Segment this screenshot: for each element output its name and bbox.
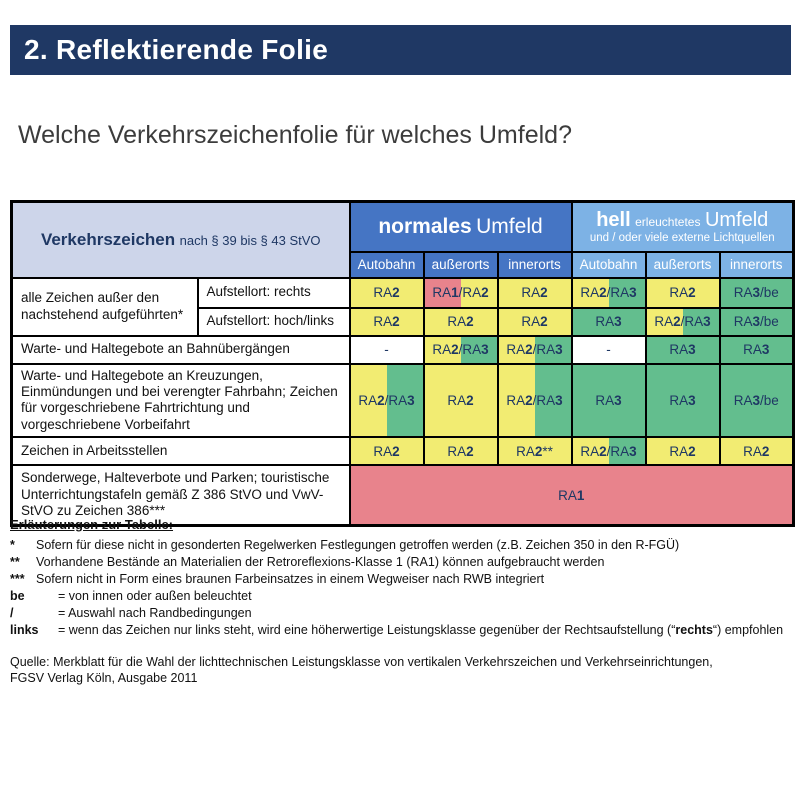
group-header-normales-umfeld [350,202,572,252]
col-header-autobahn-hell: Autobahn [572,252,646,278]
corner-suffix: nach § 39 bis § 43 StVO [179,232,321,248]
ra-cell: RA2 [424,308,498,336]
ra-cell: RA2/RA3 [424,336,498,364]
row-label-arbeitsstellen: Zeichen in Arbeitsstellen [12,437,350,465]
footnote-marker: links [10,623,39,637]
ra-cell: RA2 [424,437,498,465]
ra-cell: RA3 [720,336,794,364]
source-line1: Quelle: Merkblatt für die Wahl der lichttechnischen Leistungsklasse von vertikalen Verkehrszeichen und Verkehrseinrichtungen, [10,655,713,669]
ra-cell: RA2/RA3 [498,336,572,364]
footnote-3star [10,571,792,588]
folie-table-wrap [10,200,795,527]
hell-small: erleuchtetes [635,214,701,229]
ra-cell: RA3 [572,308,646,336]
col-header-innerorts-hell: innerorts [720,252,794,278]
page-title: 2. Reflektierende Folie [24,34,329,65]
ra-cell: RA2 [350,308,424,336]
row-sublabel-rechts: Aufstellort: rechts [198,278,350,308]
footnote-text: Vorhandene Bestände an Materialien der Retroreflexions-Klasse 1 (RA1) können aufgebraucht werden [36,555,605,569]
footnote-links [10,622,792,639]
footnote-marker: ** [10,555,20,569]
ra-cell: RA2 [646,278,720,308]
ra-cell: RA2 [646,437,720,465]
row-label-bahnuebergaenge: Warte- und Haltegebote an Bahnübergängen [12,336,350,364]
row-label-sonderwege: Sonderwege, Halteverbote und Parken; touristische Unterrichtungstafeln gemäß Z 386 StVO und VwV-StVO zu Zeichen 386*** [12,465,350,525]
footnote-marker: * [10,538,15,552]
ra-cell: RA3 [572,364,646,438]
ra-cell: RA2/RA3 [572,278,646,308]
group-header-hell-umfeld [572,202,794,252]
footnote-marker: / [10,606,14,620]
row-label-kreuzungen: Warte- und Haltegebote an Kreuzungen, Einmündungen und bei verengter Fahrbahn; Zeichen für vorgeschriebene Fahrtrichtung und vorgeschriebene Vorbeifahrt [12,364,350,438]
ra-cell: RA1/RA2 [424,278,498,308]
ra-cell: - [350,336,424,364]
ra-cell: RA2 [498,308,572,336]
question-subtitle: Welche Verkehrszeichenfolie für welches Umfeld? [18,121,572,149]
footnote-text: = Auswahl nach Randbedingungen [58,606,252,620]
footnote-text: = von innen oder außen beleuchtet [58,589,252,603]
footnote-marker: be [10,589,25,603]
ra-cell: - [572,336,646,364]
ra-cell: RA2 [498,278,572,308]
ra-cell: RA2** [498,437,572,465]
hell-umfeld: Umfeld [704,208,769,231]
ra-cell: RA3 [646,364,720,438]
ra-cell: RA2/RA3 [350,364,424,438]
ra-cell: RA2 [424,364,498,438]
ra-cell: RA3/be [720,364,794,438]
col-header-innerorts-normal: innerorts [498,252,572,278]
ra-cell: RA2 [350,278,424,308]
footnote-star [10,537,792,554]
source-reference [10,654,792,686]
footnote-text: = wenn das Zeichen nur links steht, wird eine höherwertige Leistungsklasse gegenüber der Rechtsaufstellung (“rechts“) empfohlen [58,623,784,637]
row-label-alle-zeichen: alle Zeichen außer den nachstehend aufgeführten* [12,278,198,336]
table-notes [10,517,792,686]
ra-cell: RA2/RA3 [646,308,720,336]
page-header-bar [10,25,791,75]
ra-cell: RA2 [350,437,424,465]
corner-header [12,202,350,278]
ra1-merged-cell: RA1 [350,465,794,525]
corner-title: Verkehrszeichen [40,229,176,249]
footnote-slash [10,605,792,622]
ra-cell: RA2 [720,437,794,465]
ra-cell: RA3/be [720,308,794,336]
folie-table [10,200,795,527]
col-header-autobahn-normal: Autobahn [350,252,424,278]
footnote-2star [10,554,792,571]
source-line2: FGSV Verlag Köln, Ausgabe 2011 [10,671,198,685]
footnote-marker: *** [10,572,25,586]
col-header-ausserorts-hell: außerorts [646,252,720,278]
ra-cell: RA2/RA3 [498,364,572,438]
normales-bold: normales [378,214,472,238]
hell-line2: und / oder viele externe Lichtquellen [589,231,775,244]
normales-rest: Umfeld [476,214,543,238]
hell-bold: hell [596,208,631,231]
col-header-ausserorts-normal: außerorts [424,252,498,278]
row-sublabel-hoch-links: Aufstellort: hoch/links [198,308,350,336]
footnote-text: Sofern nicht in Form eines braunen Farbeinsatzes in einem Wegweiser nach RWB integriert [36,572,545,586]
footnote-text: Sofern für diese nicht in gesonderten Regelwerken Festlegungen getroffen werden (z.B. Zeichen 350 in den R-FGÜ) [36,538,680,552]
ra-cell: RA3/be [720,278,794,308]
footnote-be [10,588,792,605]
notes-heading: Erläuterungen zur Tabelle: [10,517,174,532]
ra-cell: RA3 [646,336,720,364]
hell-line1 [573,210,793,231]
ra-cell: RA2/RA3 [572,437,646,465]
